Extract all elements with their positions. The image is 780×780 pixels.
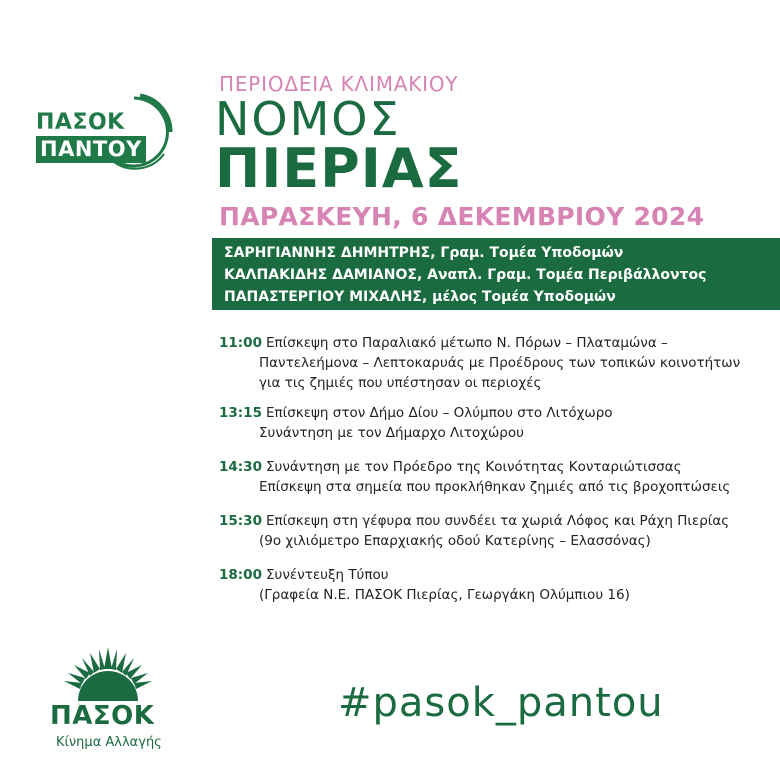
title-line2: ΠΙΕΡΙΑΣ [215,137,463,200]
schedule-text: για τις ζημιές που υπέστησαν οι περιοχές [259,375,542,391]
subtitle: ΠΕΡΙΟΔΕΙΑ ΚΛΙΜΑΚΙΟΥ [219,72,459,96]
schedule-item [219,511,774,551]
schedule-text: (9ο χιλιόμετρο Επαρχιακής οδού Κατερίνης – Ελασσόνας) [259,533,651,549]
logo-bottom-name: ΠΑΣΟΚ [50,701,155,731]
schedule-text: Παντελεήμονα – Λεπτοκαρυάς με Προέδρους των τοπικών κοινοτήτων [259,355,741,371]
schedule-text: Επίσκεψη στα σημεία που προκλήθηκαν ζημιές από τις βροχοπτώσεις [259,479,731,495]
schedule-time: 13:15 [219,405,262,421]
schedule-text: (Γραφεία Ν.Ε. ΠΑΣΟΚ Πιερίας, Γεωργάκη Ολύμπιου 16) [259,587,630,603]
title-line1: ΝΟΜΟΣ [215,92,401,146]
schedule-item [219,457,774,497]
schedule-text: Επίσκεψη στον Δήμο Δίου – Ολύμπου στο Λιτόχωρο [265,405,613,421]
official-line: ΣΑΡΗΓΙΑΝΝΗΣ ΔΗΜΗΤΡΗΣ, Γραμ. Τομέα Υποδομών [224,245,624,261]
schedule-item [219,403,774,443]
officials-banner [212,238,780,310]
official-line: ΚΑΛΠΑΚΙΔΗΣ ΔΑΜΙΑΝΟΣ, Αναπλ. Γραμ. Τομέα Περιβάλλοντος [224,267,707,283]
logo-bottom-tagline: Κίνημα Αλλαγής [56,735,162,750]
pasok-logo [40,645,170,760]
schedule-text: Συνάντηση με τον Δήμαρχο Λιτοχώρου [259,425,524,441]
logo-top-line2: ΠΑΝΤΟΥ [36,136,146,163]
schedule-text: Επίσκεψη στη γέφυρα που συνδέει τα χωριά Λόφος και Ράχη Πιερίας [265,513,730,529]
schedule-time: 14:30 [219,459,262,475]
schedule-text: Συνάντηση με τον Πρόεδρο της Κοινότητας Κονταριώτισσας [265,459,682,475]
schedule-text: Επίσκεψη στο Παραλιακό μέτωπο Ν. Πόρων – Πλαταμώνα – [265,335,668,351]
rising-sun-icon [60,645,156,701]
schedule-time: 15:30 [219,513,262,529]
pasok-pantou-logo [36,92,176,187]
official-line: ΠΑΠΑΣΤΕΡΓΙΟΥ ΜΙΧΑΛΗΣ, μέλος Τομέα Υποδομών [224,289,616,305]
logo-top-line1: ΠΑΣΟΚ [36,110,125,135]
schedule-time: 18:00 [219,567,262,583]
schedule-text: Συνέντευξη Τύπου [265,567,389,583]
event-date: ΠΑΡΑΣΚΕΥΗ, 6 ΔΕΚΕΜΒΡΙΟΥ 2024 [219,202,705,231]
schedule-item [219,333,774,393]
schedule-item [219,565,774,605]
hashtag: #pasok_pantou [338,680,664,726]
schedule-time: 11:00 [219,335,262,351]
